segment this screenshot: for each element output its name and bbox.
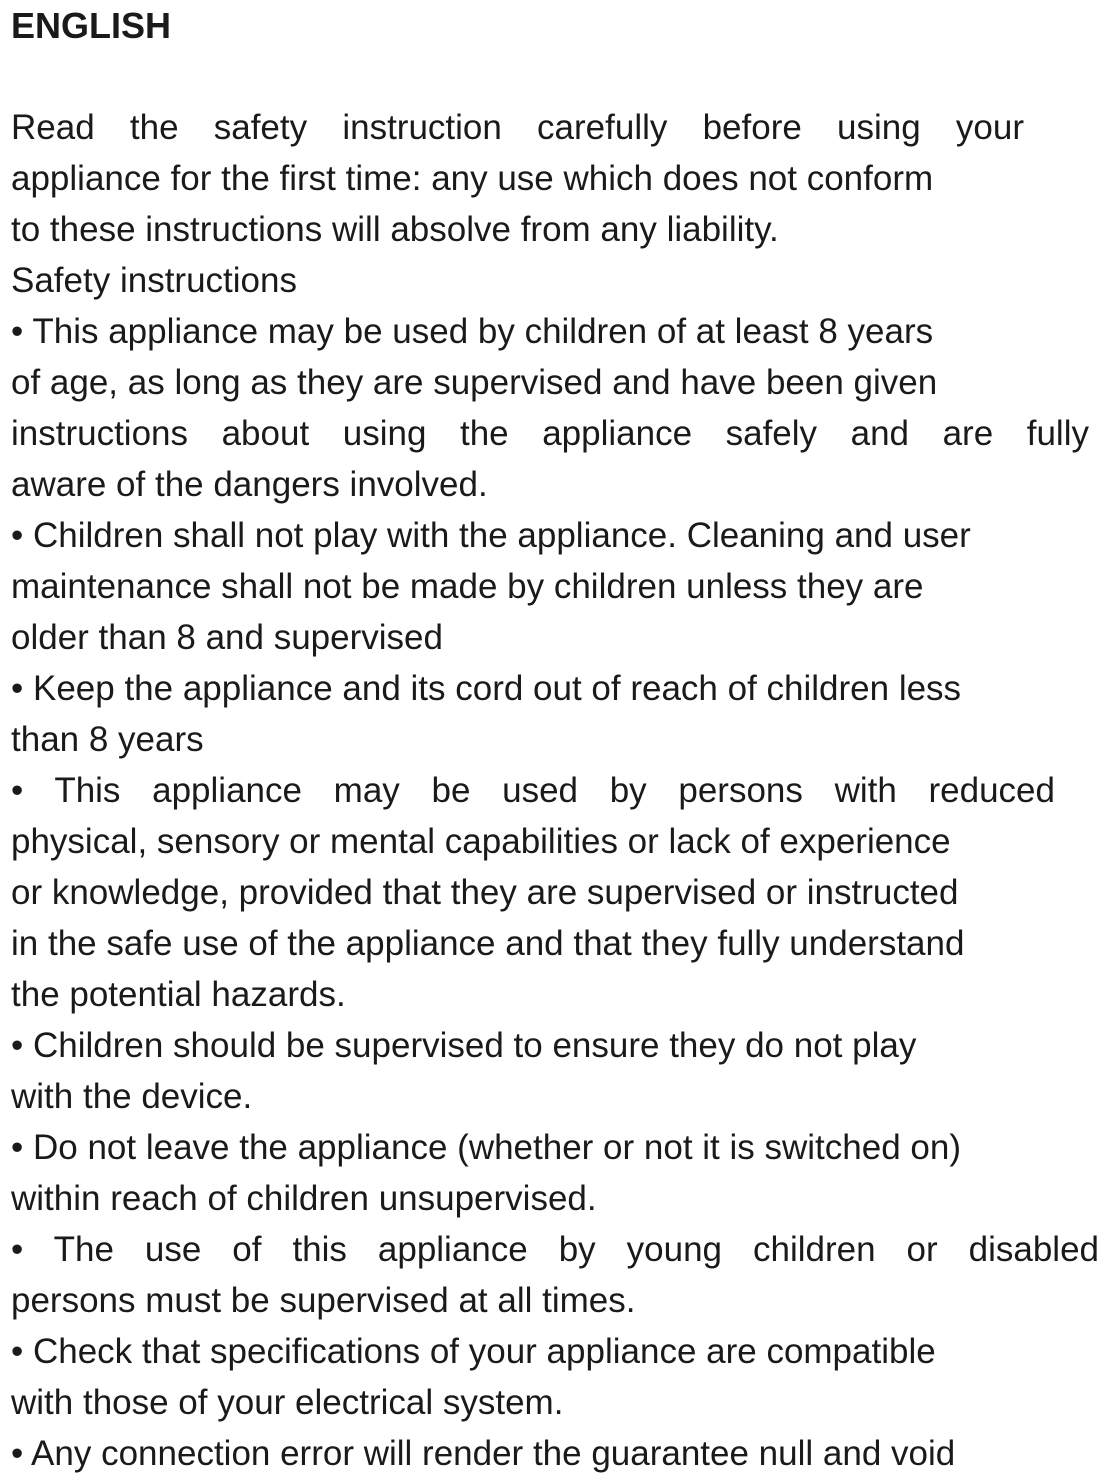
text-line: with the device.	[11, 1077, 253, 1116]
text-line: • Any connection error will render the guarantee null and void	[11, 1434, 956, 1473]
text-line: • Children should be supervised to ensure they do not play	[11, 1026, 917, 1065]
text-line: appliance for the first time: any use which does not conform	[11, 159, 934, 198]
text-line: physical, sensory or mental capabilities or lack of experience	[11, 822, 951, 861]
text-line: or knowledge, provided that they are supervised or instructed	[11, 873, 959, 912]
text-line: • Keep the appliance and its cord out of reach of children less	[11, 669, 962, 708]
text-line: to these instructions will absolve from any liability.	[11, 210, 779, 249]
text-line: • Children shall not play with the appliance. Cleaning and user	[11, 516, 971, 555]
text-line: within reach of children unsupervised.	[11, 1179, 597, 1218]
text-line: Read the safety instruction carefully before using your	[11, 108, 1024, 147]
text-line: the potential hazards.	[11, 975, 346, 1014]
text-line: persons must be supervised at all times.	[11, 1281, 636, 1320]
blank-line	[11, 51, 1101, 102]
text-line: • The use of this appliance by young children or disabled	[11, 1230, 1099, 1269]
safety-instructions-body	[11, 102, 1101, 1479]
text-line: in the safe use of the appliance and that they fully understand	[11, 924, 965, 963]
text-line: of age, as long as they are supervised and have been given	[11, 363, 938, 402]
text-line: with those of your electrical system.	[11, 1383, 564, 1422]
text-line: • Check that specifications of your appliance are compatible	[11, 1332, 936, 1371]
text-line: • This appliance may be used by children of at least 8 years	[11, 312, 934, 351]
text-line: aware of the dangers involved.	[11, 465, 488, 504]
text-line: • Do not leave the appliance (whether or not it is switched on)	[11, 1128, 961, 1167]
text-line: older than 8 and supervised	[11, 618, 443, 657]
document-page	[11, 0, 1101, 1479]
text-line: than 8 years	[11, 720, 204, 759]
text-line: Safety instructions	[11, 261, 297, 300]
text-line: instructions about using the appliance safely and are fully	[11, 414, 1089, 453]
text-line: maintenance shall not be made by children unless they are	[11, 567, 924, 606]
text-line: • This appliance may be used by persons with reduced	[11, 771, 1055, 810]
language-heading: ENGLISH	[11, 5, 172, 46]
